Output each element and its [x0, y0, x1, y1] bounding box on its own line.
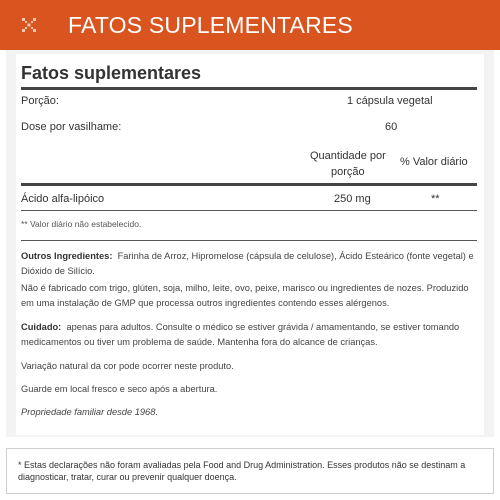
storage-note: Guarde em local fresco e seco após a abertura. [21, 384, 218, 394]
servings-value: 60 [385, 121, 398, 133]
other-ingredients-text: Farinha de Arroz, Hipromelose (cápsula de celulose), Ácido Esteárico (fonte vegetal) e Dióxido de Silício. [21, 251, 474, 276]
divider-thin [21, 240, 477, 241]
caution-label: Cuidado: [21, 322, 62, 332]
ingredient-daily-value: ** [431, 193, 440, 205]
divider-thin [21, 210, 477, 211]
other-ingredients-label: Outros Ingredientes: [21, 251, 113, 261]
column-amount-line1: Quantidade por [310, 150, 386, 162]
other-ingredients [21, 249, 477, 279]
divider-thick [21, 87, 477, 90]
facts-card [16, 54, 484, 435]
daily-value-note: ** Valor diário não estabelecido. [21, 219, 142, 229]
allergen-statement: Não é fabricado com trigo, glúten, soja, milho, leite, ovo, peixe, marisco ou ingredientes de nozes. Produzido em uma instalação de GMP que processa outros ingredientes contendo esses alérgenos. [21, 283, 469, 308]
disclaimer-text: * Estas declarações não foram avaliadas pela Food and Drug Administration. Esses produtos não se destinam a diagnosticar, tratar, curar ou prevenir qualquer doença. [18, 460, 466, 482]
ingredient-name: Ácido alfa-lipóico [21, 193, 105, 205]
header-title: FATOS SUPLEMENTARES [68, 12, 353, 38]
caution-text: apenas para adultos. Consulte o médico se estiver grávida / amamentando, se estiver tomando medicamentos ou tiver um problema de saúde. Mantenha fora do alcance de crianças. [21, 322, 460, 347]
family-note: Propriedade familiar desde 1968. [21, 407, 158, 417]
sparkle-grid-icon [22, 18, 36, 32]
column-daily-value: % Valor diário [400, 156, 468, 168]
column-amount-line2: porção [331, 166, 365, 178]
divider-thick [21, 183, 477, 186]
ingredient-amount: 250 mg [334, 193, 371, 205]
serving-label: Porção: [21, 95, 59, 107]
color-note: Variação natural da cor pode ocorrer neste produto. [21, 361, 234, 371]
caution-statement [21, 320, 477, 350]
serving-value: 1 cápsula vegetal [347, 95, 433, 107]
facts-title: Fatos suplementares [21, 63, 202, 83]
servings-label: Dose por vasilhame: [21, 121, 122, 133]
header-banner [0, 0, 500, 50]
